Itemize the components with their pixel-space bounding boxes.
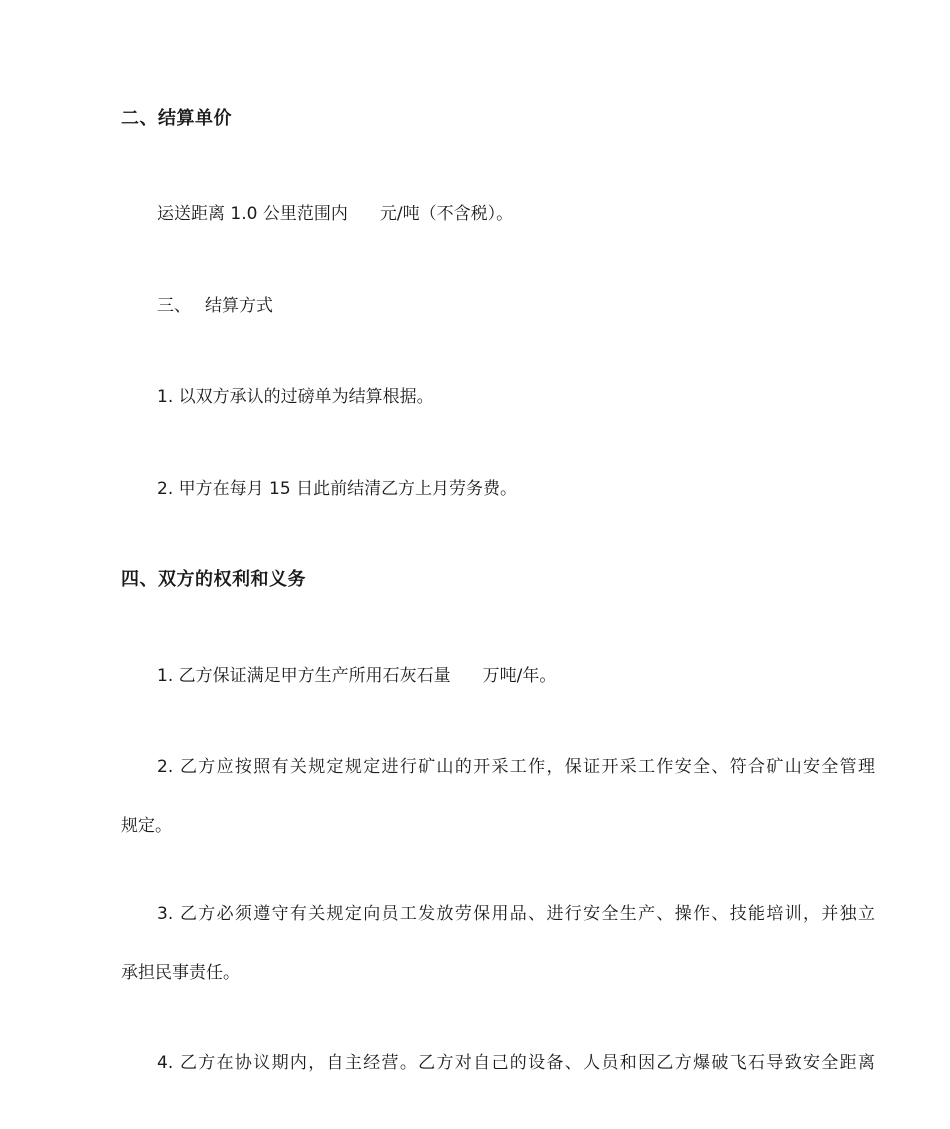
- section-3-number: 三、: [157, 296, 191, 316]
- section-4-item-4-line-1: 4. 乙方在协议期内，自主经营。乙方对自己的设备、人员和因乙方爆破飞石导致安全距离: [157, 1053, 875, 1073]
- section-2-heading: 二、结算单价: [121, 108, 232, 129]
- section-4-item-2-line-2: 规定。: [121, 816, 172, 836]
- section-3-item-1: 1. 以双方承认的过磅单为结算根据。: [157, 387, 434, 407]
- section-3-heading: [157, 294, 273, 318]
- section-4-item-1-suffix: 万吨/年。: [482, 666, 557, 686]
- price-line-suffix: 元/吨（不含税）。: [379, 204, 514, 224]
- price-line: [157, 202, 513, 226]
- section-4-item-1-prefix: 1. 乙方保证满足甲方生产所用石灰石量: [157, 666, 451, 686]
- section-4-item-1: [157, 664, 556, 688]
- section-4-heading: 四、双方的权利和义务: [121, 569, 306, 590]
- section-3-title: 结算方式: [205, 296, 273, 316]
- price-line-prefix: 运送距离 1.0 公里范围内: [157, 204, 348, 224]
- section-4-item-2-line-1: 2. 乙方应按照有关规定规定进行矿山的开采工作，保证开采工作安全、符合矿山安全管理: [157, 757, 875, 777]
- section-3-item-2: 2. 甲方在每月 15 日此前结清乙方上月劳务费。: [157, 479, 518, 499]
- section-4-item-3-line-1: 3. 乙方必须遵守有关规定向员工发放劳保用品、进行安全生产、操作、技能培训，并独立: [157, 904, 875, 924]
- section-4-item-3-line-2: 承担民事责任。: [121, 963, 240, 983]
